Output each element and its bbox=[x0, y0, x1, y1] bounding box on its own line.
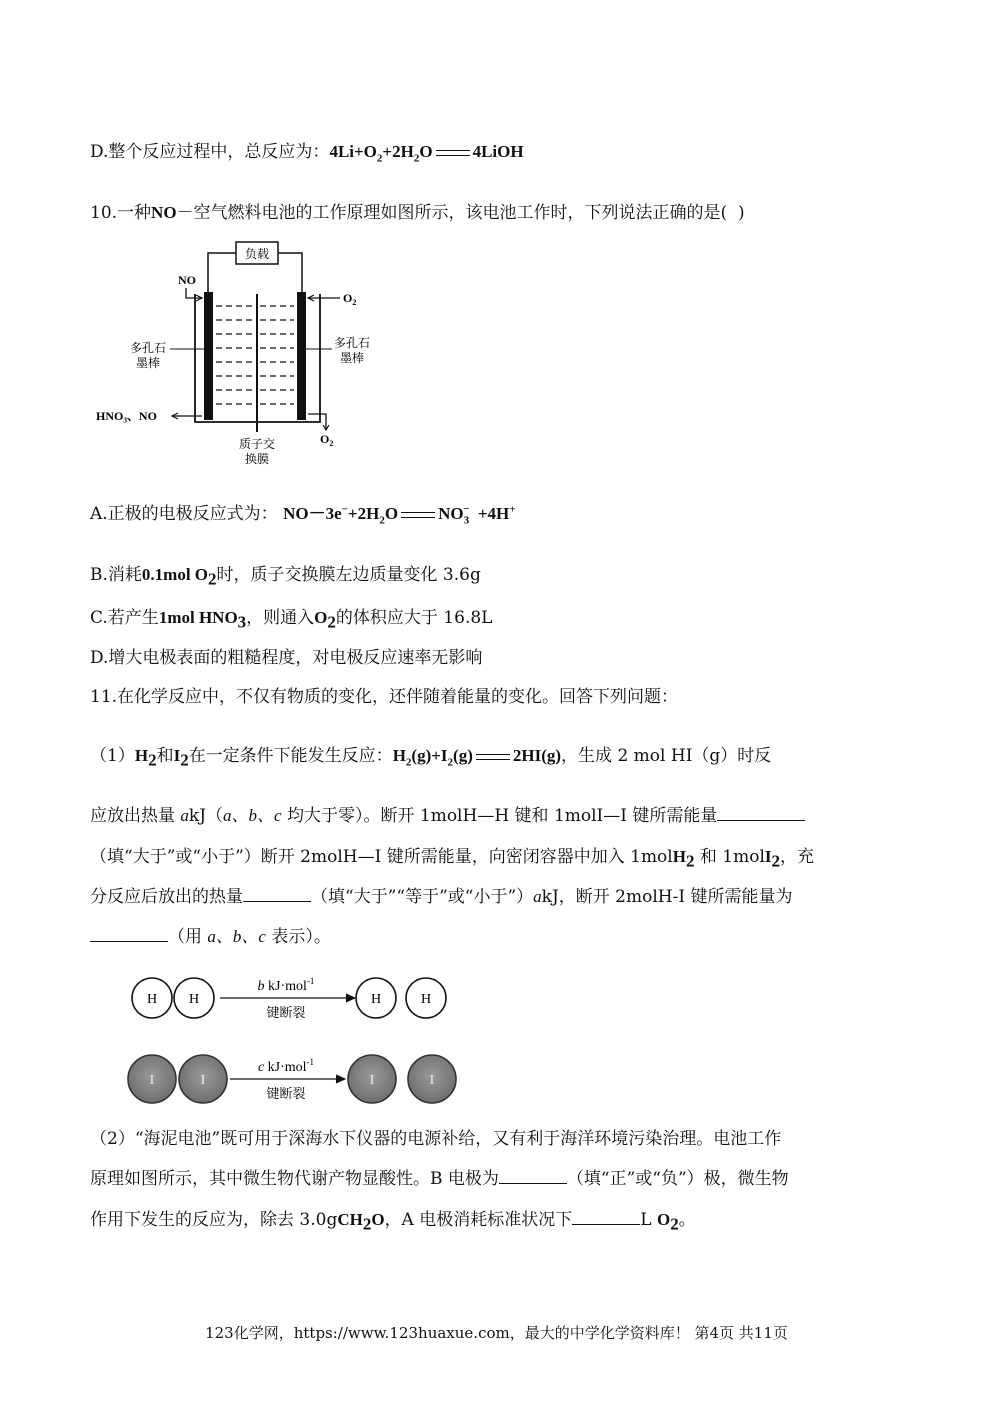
q10-option-c: C.若产生1mol $HNO_3$，则通入$O_2$的体积应大于 16.8L bbox=[90, 608, 493, 632]
svg-text:H: H bbox=[420, 992, 432, 1007]
membrane-label-1: 质子交 bbox=[238, 437, 276, 451]
q11-part2-line1: （2）“海泥电池”既可用于深海水下仪器的电源补给，又有利于海洋环境污染治理。电池工作 bbox=[90, 1129, 782, 1149]
answer-blank-2[interactable] bbox=[243, 885, 311, 902]
energy-label-b: b kJ·mol$^{-1}$ bbox=[257, 976, 315, 994]
q9-option-d: D.整个反应过程中，总反应为：$4Li+O_2+2H_2O$ 4LiOH bbox=[90, 142, 524, 165]
right-electrode bbox=[297, 292, 306, 420]
answer-blank-5[interactable] bbox=[572, 1208, 640, 1225]
left-electrode bbox=[204, 292, 213, 420]
svg-text:I: I bbox=[149, 1073, 155, 1088]
svg-text:H: H bbox=[188, 992, 200, 1007]
q10-option-b: B.消耗0.1mol $O_2$时，质子交换膜左边质量变化 3.6g bbox=[90, 565, 481, 589]
q11-part2-line2: 原理如图所示，其中微生物代谢产物显酸性。B 电极为 （填“正”或“负”）极，微生物 bbox=[90, 1169, 789, 1189]
bond-energy-diagram bbox=[126, 968, 476, 1110]
left-outlet-label: HNO₃、NO bbox=[96, 409, 157, 423]
svg-text:H: H bbox=[146, 992, 158, 1007]
no-inlet-label: NO bbox=[178, 273, 196, 287]
page-footer: 123化学网，https://www.123huaxue.com，最大的中学化学资料库！ 第4页 共11页 bbox=[205, 1324, 788, 1342]
svg-text:I: I bbox=[429, 1073, 435, 1088]
answer-blank-1[interactable] bbox=[717, 804, 805, 821]
left-rod-label-1: 多孔石 bbox=[130, 341, 167, 355]
q11-part1-line3: （填“大于”或“小于”）断开 2molH—I 键所需能量，向密闭容器中加入 1molH$_2$ 和 1molI$_2$，充 bbox=[90, 847, 815, 871]
answer-blank-3[interactable] bbox=[90, 925, 168, 942]
q10-option-d: D.增大电极表面的粗糙程度，对电极反应速率无影响 bbox=[90, 648, 483, 668]
q11-stem: 11.在化学反应中，不仅有物质的变化，还伴随着能量的变化。回答下列问题： bbox=[90, 687, 679, 707]
fuel-cell-diagram bbox=[90, 236, 390, 468]
bond-break-label: 键断裂 bbox=[266, 1006, 306, 1021]
q11-part1-line4: 分反应后放出的热量 （填“大于”“等于”或“小于”）akJ，断开 2molH-I 键所需能量为 bbox=[90, 887, 793, 907]
equilibrium-sign bbox=[436, 150, 470, 156]
q10-stem: 10.一种NO－空气燃料电池的工作原理如图所示，该电池工作时，下列说法正确的是( ) bbox=[90, 203, 745, 223]
answer-blank-4[interactable] bbox=[499, 1167, 567, 1184]
svg-text:I: I bbox=[369, 1073, 375, 1088]
electrolyte-dashes bbox=[216, 306, 294, 404]
load-label: 负载 bbox=[244, 247, 270, 261]
left-rod-label-2: 墨棒 bbox=[136, 356, 161, 370]
membrane-label-2: 换膜 bbox=[244, 452, 270, 466]
equilibrium-sign bbox=[476, 754, 510, 760]
svg-text:I: I bbox=[200, 1073, 206, 1088]
q11-part1-line2: 应放出热量 akJ（a、b、c 均大于零）。断开 1molH—H 键和 1molI—I 键所需能量 bbox=[90, 804, 805, 828]
bond-break-label: 键断裂 bbox=[266, 1087, 306, 1102]
o2-inlet-label: $O_2$ bbox=[343, 291, 357, 307]
right-rod-label-2: 墨棒 bbox=[340, 351, 365, 365]
equilibrium-sign bbox=[401, 512, 435, 518]
q10-option-a: A.正极的电极反应式为： $NO-3e^-+2H_2O$ $NO_3^- +4H^+$ bbox=[90, 503, 516, 527]
q11-part2-line3: 作用下发生的反应为，除去 3.0gCH$_2$O，A 电极消耗标准状况下 L $O_2$。 bbox=[90, 1210, 696, 1234]
right-rod-label-1: 多孔石 bbox=[334, 336, 371, 350]
o2-outlet-label: $O_2$ bbox=[320, 432, 334, 448]
q11-part1-line5: （用 a、b、c 表示）。 bbox=[90, 925, 331, 949]
energy-label-c: c kJ·mol$^{-1}$ bbox=[257, 1057, 315, 1075]
svg-text:H: H bbox=[370, 992, 382, 1007]
q11-part1-line1: $(1)H_2$和$I_2$在一定条件下能发生反应：$H_2(g)+I_2(g)$ 2HI(g)，生成 2 mol HI（g）时反 bbox=[90, 746, 772, 770]
